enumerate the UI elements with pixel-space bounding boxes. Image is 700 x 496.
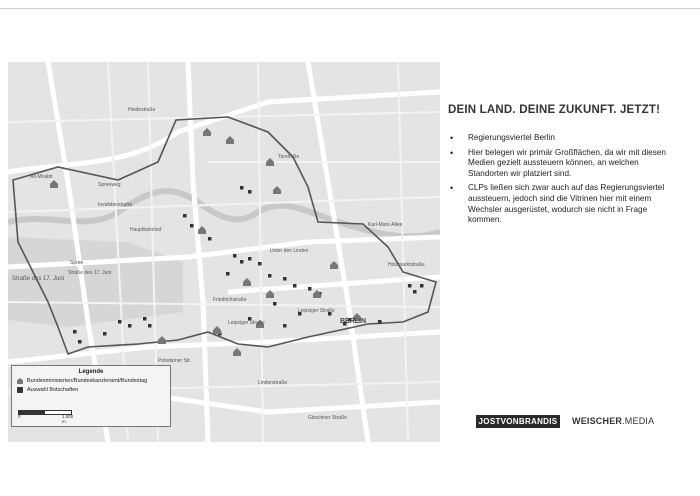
legend-item-embassies [17, 387, 170, 393]
label-invaliden: Invalidenstraße [98, 202, 133, 208]
label-potsdamer: Potsdamer Str. [158, 358, 192, 364]
top-divider [0, 8, 700, 9]
label-heidestrasse: Heidestraße [128, 107, 156, 113]
label-berlin: BERLIN [340, 318, 367, 325]
weischer-media-logo [572, 416, 654, 426]
label-spree: Spree [70, 260, 84, 266]
label-gitschiner: Gitschiner Straße [308, 415, 347, 421]
map-legend [11, 365, 171, 427]
embassy-icon [17, 387, 23, 393]
label-leipziger-2: Leipziger Straße [298, 308, 335, 314]
label-spreeweg: Spreeweg [98, 182, 121, 188]
bullet-list [448, 133, 678, 226]
label-friedrich: Friedrichstraße [213, 297, 247, 303]
headline: DEIN LAND. DEINE ZUKUNFT. JETZT! [448, 104, 661, 116]
label-leipziger: Leipziger Straße [228, 320, 265, 326]
legend-label-ministries: Bundesministerien/Bundeskanzleramt/Bundestag [27, 378, 148, 384]
label-alt-moabit: Alt-Moabit [30, 174, 53, 180]
bullet-item: • Hier belegen wir primär Großflächen, da wir mit diesen Medien gezielt aussteuern können, an welchen Standorten wir platziert sind. [448, 148, 678, 180]
bullet-item: • CLPs ließen sich zwar auch auf das Regierungsviertel aussteuern, jedoch sind die Vitrinen hier mit einem Wechsler ausgerüstet, wodurch sie nicht in Frage kommen. [448, 183, 678, 225]
text-panel [448, 104, 678, 230]
label-karl-marx: Karl-Marx-Allee [368, 222, 403, 228]
logo-wm-rest: .MEDIA [622, 416, 655, 426]
scale-left: 0 [18, 414, 21, 419]
scale-right: 1.000 m [62, 414, 74, 424]
building-icon [17, 378, 23, 384]
jostvonbrandis-logo: JOSTVONBRANDIS [476, 415, 560, 428]
label-holzmarkt: Holzmarktstraße [388, 262, 425, 268]
label-lindenstrasse: Lindenstraße [258, 380, 288, 386]
legend-title: Legende [78, 369, 104, 375]
legend-item-ministries [17, 378, 170, 384]
logo-wm-bold: WEISCHER [572, 416, 623, 426]
label-hauptbahnhof: Hauptbahnhof [130, 227, 162, 233]
label-torstrasse: Torstraße [278, 154, 300, 160]
label-strasse-17-juni-2: Straße des 17. Juni [68, 270, 112, 276]
label-strasse-17-juni: Straße des 17. Juni [12, 276, 65, 282]
label-unter-den-linden: Unter den Linden [270, 248, 309, 254]
legend-label-embassies: Auswahl Botschaften [27, 387, 79, 393]
bullet-item: • Regierungsviertel Berlin [448, 133, 678, 144]
